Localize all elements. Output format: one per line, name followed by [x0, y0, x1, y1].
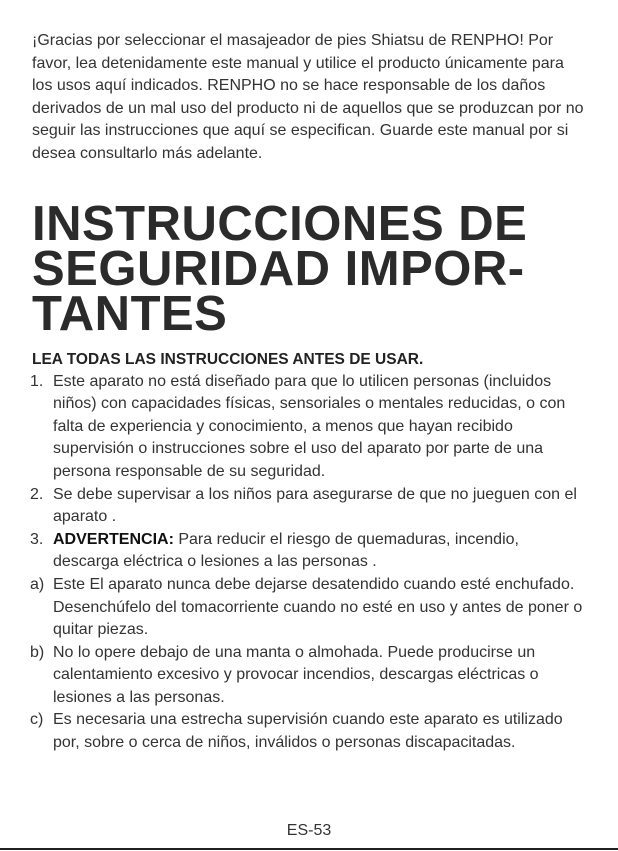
heading-line-3: TANTES: [32, 286, 228, 341]
heading-line-1: INSTRUCCIONES DE: [32, 196, 528, 251]
intro-paragraph: ¡Gracias por seleccionar el masajeador de pies Shiatsu de RENPHO! Por favor, lea detenidamente este manual y utilice el producto únicamente para los usos aquí indicados. RENPHO no se hace responsable de los daños derivados de un mal uso del producto ni de aquellos que se produzcan por no seguir las instrucciones que aquí se especifican. Guarde este manual por si desea consultarlo más adelante.: [32, 32, 584, 162]
item-text: Este El aparato nunca debe dejarse desatendido cuando esté enchufado. Desenchúfelo del tomacorriente cuando no esté en uso y antes de poner o quitar piezas.: [53, 575, 583, 639]
list-item: [32, 709, 588, 754]
read-all-instructions: LEA TODAS LAS INSTRUCCIONES ANTES DE USAR.: [32, 350, 424, 368]
item-marker: 2.: [30, 485, 44, 503]
item-text: No lo opere debajo de una manta o almohada. Puede producirse un calentamiento excesivo y provocar incendios, descargas eléctricas o lesiones a las personas.: [53, 643, 539, 706]
item-text: Se debe supervisar a los niños para asegurarse de que no jueguen con el aparato .: [53, 485, 577, 526]
item-marker: 1.: [30, 372, 44, 390]
item-marker: b): [30, 643, 45, 661]
bottom-rule: [0, 848, 618, 850]
list-item: [32, 574, 588, 642]
safety-list: [32, 371, 588, 755]
item-marker: 3.: [30, 530, 44, 548]
item-marker: c): [30, 711, 44, 729]
heading-line-2: SEGURIDAD IMPOR-: [32, 241, 525, 296]
list-item: [32, 371, 588, 484]
warning-label: ADVERTENCIA:: [53, 530, 174, 548]
manual-page: [32, 30, 588, 755]
item-marker: a): [30, 575, 45, 593]
item-text: Para reducir el riesgo de quemaduras, incendio, descarga eléctrica o lesiones a las personas .: [53, 530, 519, 571]
list-item: [32, 642, 588, 710]
list-item: [32, 529, 588, 574]
section-heading: [32, 196, 588, 341]
item-text: Es necesaria una estrecha supervisión cuando este aparato es utilizado por, sobre o cerca de niños, inválidos o personas discapacitadas.: [53, 711, 563, 752]
item-text: Este aparato no está diseñado para que lo utilicen personas (incluidos niños) con capacidades físicas, sensoriales o mentales reducidas, o con falta de experiencia y conocimiento, a menos que hayan recibido supervisión o instrucciones sobre el uso del aparato por parte de una persona responsable de su seguridad.: [53, 372, 566, 480]
page-number: ES-53: [286, 822, 332, 839]
list-item: [32, 484, 588, 529]
